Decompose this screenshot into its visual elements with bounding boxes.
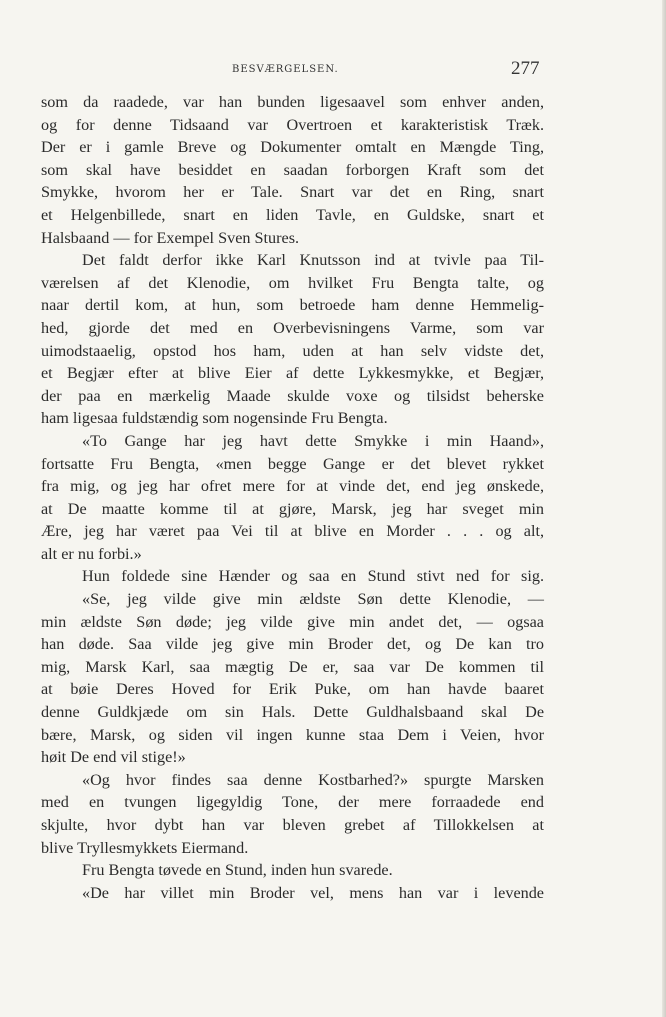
running-title: BESVÆRGELSEN.: [232, 64, 339, 75]
text-line: fra mig, og jeg har ofret mere for at vinde det, end jeg ønskede,: [41, 477, 544, 496]
text-line: skjulte, hvor dybt han var bleven grebet af Tillokkelsen at: [41, 816, 544, 834]
text-line: han døde. Saa vilde jeg give min Broder det, og De kan tro: [41, 635, 544, 654]
page-edge: [662, 0, 666, 1017]
text-line: der paa en mærkelig Maade skulde voxe og tilsidst beherske: [41, 386, 544, 405]
text-line: som da raadede, var han bunden ligesaavel som enhver anden,: [41, 93, 544, 111]
text-line: som skal have besiddet en saadan forborgen Kraft som det: [41, 160, 544, 179]
text-line: naar dertil kom, at hun, som betroede ham denne Hemmelig-: [41, 296, 544, 315]
body-text: [41, 91, 544, 904]
text-line: mig, Marsk Karl, saa mægtig De er, saa var De kommen til: [41, 657, 544, 676]
text-line: ham ligesaa fuldstændig som nogensinde Fru Bengta.: [41, 409, 388, 428]
text-line: Der er i gamle Breve og Dokumenter omtalt en Mængde Ting,: [41, 138, 544, 157]
text-line: Halsbaand — for Exempel Sven Stures.: [41, 228, 300, 247]
text-line: Ære, jeg har været paa Vei til at blive en Morder . . . og alt,: [41, 522, 544, 541]
text-line: med en tvungen ligegyldig Tone, der mere forraadede end: [41, 793, 544, 812]
text-line: Fru Bengta tøvede en Stund, inden hun svarede.: [82, 861, 393, 880]
text-line: og for denne Tidsaand var Overtroen et karakteristisk Træk.: [41, 115, 544, 134]
text-line: min ældste Søn døde; jeg vilde give min andet det, — ogsaa: [41, 612, 544, 631]
text-line: fortsatte Fru Bengta, «men begge Gange er det blevet rykket: [41, 454, 544, 473]
text-line: «Og hvor findes saa denne Kostbarhed?» spurgte Marsken: [82, 770, 544, 789]
text-line: værelsen af det Klenodie, om hvilket Fru Bengta talte, og: [41, 273, 544, 292]
text-line: høit De end vil stige!»: [41, 748, 186, 767]
text-line: uimodstaaelig, opstod hos ham, uden at han selv vidste det,: [41, 341, 544, 360]
text-line: bære, Marsk, og siden vil ingen kunne staa Dem i Veien, hvor: [41, 725, 544, 744]
text-line: blive Tryllesmykkets Eiermand.: [41, 838, 249, 857]
text-line: «De har villet min Broder vel, mens han var i levende: [82, 883, 544, 902]
text-line: «To Gange har jeg havt dette Smykke i min Haand»,: [82, 431, 544, 450]
text-line: alt er nu forbi.»: [41, 544, 142, 563]
text-line: Det faldt derfor ikke Karl Knutsson ind at tvivle paa Til-: [82, 251, 544, 270]
text-line: «Se, jeg vilde give min ældste Søn dette Klenodie, —: [82, 590, 544, 609]
text-line: Hun foldede sine Hænder og saa en Stund stivt ned for sig.: [82, 567, 544, 586]
text-line: hed, gjorde det med en Overbevisningens Varme, som var: [41, 318, 544, 337]
text-line: denne Guldkjæde om sin Hals. Dette Guldhalsbaand skal De: [41, 703, 544, 722]
text-line: at bøie Deres Hoved for Erik Puke, om han havde baaret: [41, 680, 544, 699]
text-line: Smykke, hvorom her er Tale. Snart var det en Ring, snart: [41, 183, 544, 202]
page-number: 277: [511, 58, 540, 79]
text-line: et Begjær efter at blive Eier af dette Lykkesmykke, et Begjær,: [41, 364, 544, 383]
text-line: et Helgenbillede, snart en liden Tavle, en Guldske, snart et: [41, 205, 544, 224]
text-line: at De maatte komme til at gjøre, Marsk, jeg har sveget min: [41, 499, 544, 518]
